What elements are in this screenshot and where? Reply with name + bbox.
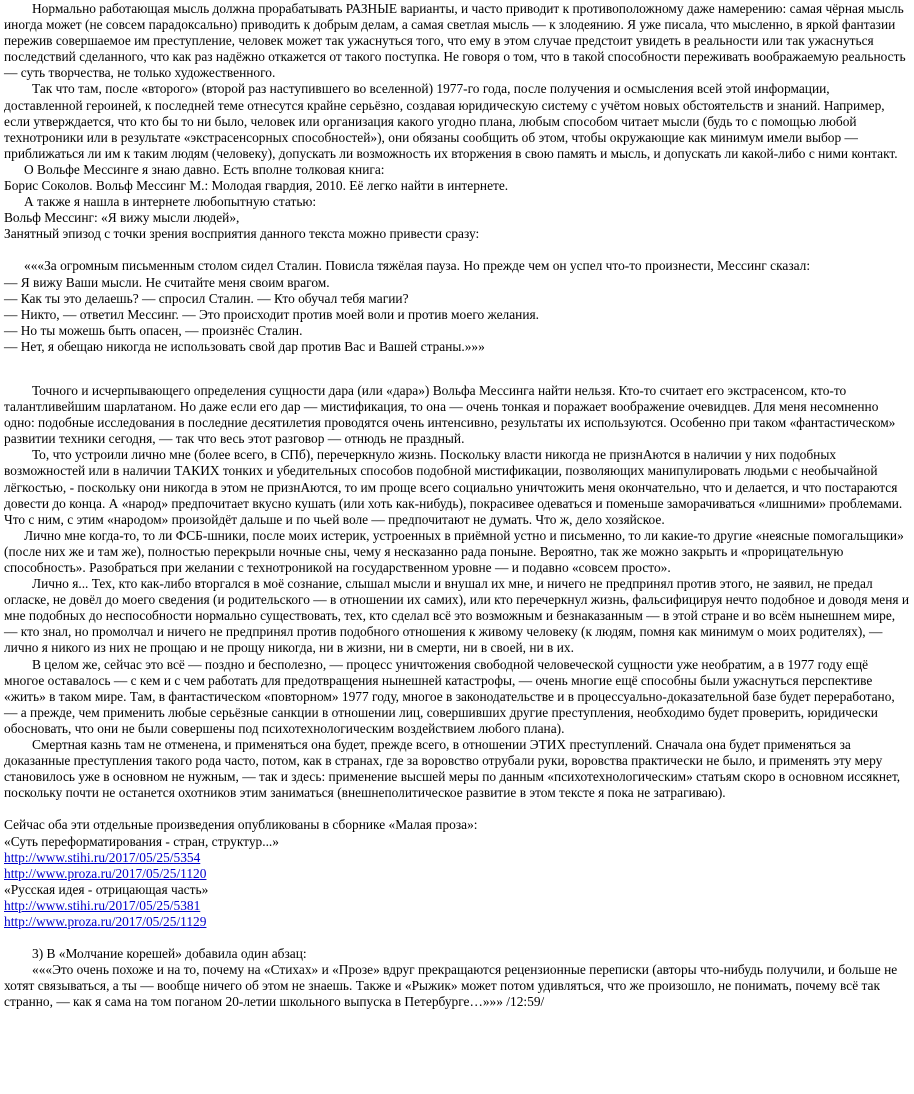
quote-line: — Никто, — ответил Мессинг. — Это происходит против моей воли и против моего желания.	[4, 306, 540, 322]
paragraph: Смертная казнь там не отменена, и применяться она будет, прежде всего, в отношении ЭТИХ преступлений. Сначала она будет применяться за доказанные преступления такого рода часто, потом, как в странах, где за воровство отрубали руки, воровства практически не было, и применять эту меру становилось уже в основном не нужным, — так и здесь: применение высшей меры по данным «психотехнологическим» статьям скоро в основном иссякнет, поскольку почти не останется охотников этим заниматься (внешнеполитическое развитие в этом тексте я пока не затрагиваю).	[4, 737, 901, 801]
proza-link[interactable]: http://www.proza.ru/2017/05/25/1129	[4, 913, 207, 929]
work-title: «Русская идея - отрицающая часть»	[4, 881, 209, 897]
work-title: «Суть переформатирования - стран, структур...»	[4, 833, 279, 849]
quote-line: — Но ты можешь быть опасен, — произнёс Сталин.	[4, 322, 303, 338]
paragraph: Лично я... Тех, кто как-либо вторгался в моё сознание, слышал мысли и внушал их мне, и ничего не предпринял против этого, не заявил, не предал огласке, не довёл до моего сведения (и родительского — в отношении их самих), или кто перечеркнул жизнь, фальсифицируя нечто подобное и доводя меня и мне подобных до неспособности нормально существовать, тех, кто сделал всё это возможным и безнаказанным — в этой стране и во всём нынешнем мире, — кто знал, но промолчал и ничего не предпринял против подобного отношения к живому человеку (к людям, помня как минимум о моих родителях), — лично я никого из них не прощаю и не прощу никогда, ни в жизни, ни в смерти, ни в своей, ни в их.	[4, 576, 910, 656]
quote-line: — Нет, я обещаю никогда не использовать свой дар против Вас и Вашей страны.»»»	[4, 338, 485, 354]
spacer	[4, 801, 910, 817]
episode-intro: Занятный эпизод с точки зрения восприятия данного текста можно привести сразу:	[4, 226, 480, 242]
paragraph: А также я нашла в интернете любопытную статью:	[24, 194, 317, 210]
book-reference: Борис Соколов. Вольф Мессинг М.: Молодая гвардия, 2010. Её легко найти в интернете.	[4, 178, 509, 194]
article-title: Вольф Мессинг: «Я вижу мысли людей»,	[4, 210, 240, 226]
paragraph: Так что там, после «второго» (второй раз наступившего во вселенной) 1977-го года, после получения и осмысления всей этой информации, доставленной героиней, к последней теме отнесутся крайне серьёзно, создавая юридическую систему с учётом новых обстоятельств и знаний. Например, если утверждается, что кто бы то ни было, человек или организация какого угодно плана, любым способом читает мысли (будь то с помощью любой технотроники или в результате «экстрасенсорных способностей»), они обязаны сообщить об этом, чтобы окружающие как минимум имели выбор — приближаться ли им к таким людям (человеку), допускать ли возможность их вторжения в свою память и мысль, и допускать ли какой-либо с ними контакт.	[4, 81, 898, 161]
item-text: «««Это очень похоже и на то, почему на «Стихах» и «Прозе» вдруг прекращаются рецензионные переписки (авторы что-нибудь получили, и больше не хотят связываться, а ты — вообще ничего об этом не знаешь. Также и «Рыжик» может потом удивляться, что же произошло, не понимать, почему всё так странно, — как я сама на том поганом 20-летии школьного выпуска в Петербурге…»»» /12:59/	[4, 962, 898, 1010]
spacer	[4, 930, 910, 946]
item-heading: 3) В «Молчание корешей» добавила один абзац:	[32, 946, 307, 962]
paragraph: В целом же, сейчас это всё — поздно и бесполезно, — процесс уничтожения свободной человеческой сущности уже необратим, а в 1977 году ещё многое оставалось — с кем и с чем работать для предотвращения нынешней катастрофы, — очень многие ещё способны были ужаснуться перспективе «жить» в таком мире. Там, в фантастическом «повторном» 1977 году, многое в законодательстве и в процессуально-доказательной базе будет переработано, — а прежде, чем применить любые серьёзные санкции в отношении лиц, совершивших другие преступления, необходимо будет проверить, юридически обосновать, что они не были совершены под психотехнологическим воздействием любого плана).	[4, 656, 895, 736]
quote-line: — Как ты это делаешь? — спросил Сталин. — Кто обучал тебя магии?	[4, 290, 409, 306]
paragraph: То, что устроили лично мне (более всего, в СПб), перечеркнуло жизнь. Поскольку власти никогда не признАются в наличии у них подобных возможностей или в наличии ТАКИХ тонких и убедительных способов подобной мистификации, позволяющих манипулировать людьми с необычайной лёгкостью, - поскольку они никогда в этом не признАются, то им проще всего социально уничтожить меня окончательно, что и делается, и что постараются довести до конца. А «народ» предпочитает вкусно кушать (или хоть как-нибудь), покрасивее одеваться и поменьше заморачиваться «лишними» проблемами. Что с ним, с этим «народом» произойдёт дальше и по чьей воле — предпочитают не думать. Что ж, дело хозяйское.	[4, 447, 903, 527]
stihi-link[interactable]: http://www.stihi.ru/2017/05/25/5381	[4, 897, 201, 913]
paragraph: Нормально работающая мысль должна прорабатывать РАЗНЫЕ варианты, и часто приводит к противоположному даже намерению: самая чёрная мысль иногда может (не совсем парадоксально) приводить к добрым делам, а самая светлая мысль — к злодеянию. Я уже писала, что мысленно, в яркой фантазии пережив совершаемое им преступление, человек может так ужаснуться того, что ему в этом случае предстоит увидеть в реальности или так ужаснуться последствий сделанного, что как раз надёжно откажется от такого поступка. Не говоря о том, что в такой способности переживать воображаемую реальность — суть творчества, не только художественного.	[4, 1, 906, 81]
proza-link[interactable]: http://www.proza.ru/2017/05/25/1120	[4, 865, 207, 881]
published-intro: Сейчас оба эти отдельные произведения опубликованы в сборнике «Малая проза»:	[4, 817, 478, 833]
spacer	[4, 242, 910, 258]
spacer	[4, 355, 910, 383]
paragraph: О Вольфе Мессинге я знаю давно. Есть вполне толковая книга:	[24, 161, 385, 177]
stihi-link[interactable]: http://www.stihi.ru/2017/05/25/5354	[4, 849, 201, 865]
quote-line: «««За огромным письменным столом сидел Сталин. Повисла тяжёлая пауза. Но прежде чем он успел что-то произнести, Мессинг сказал:	[24, 258, 811, 274]
paragraph: Точного и исчерпывающего определения сущности дара (или «дара») Вольфа Мессинга найти нельзя. Кто-то считает его экстрасенсом, кто-то талантливейшим шарлатаном. Но даже если его дар — мистификация, то она — очень тонкая и поражает воображение очевидцев. Для меня несомненно одно: подобные исследования в последние десятилетия проводятся очень интенсивно, результаты их используются. Особенно при таком «фантастическом» развитии техники сегодня, — так что весь этот разговор — отнюдь не праздный.	[4, 382, 896, 447]
paragraph: Лично мне когда-то, то ли ФСБ-шники, после моих истерик, устроенных в приёмной устно и письменно, то ли какие-то другие «неясные помогальщики» (после них же и там же), полностью перекрыли ночные сны, чему я несказанно рада поныне. Вероятно, так же можно закрыть и «прорицательную способность». Разобраться при желании с технотроникой на государственном уровне — и подавно «совсем просто».	[4, 527, 904, 575]
quote-line: — Я вижу Ваши мысли. Не считайте меня своим врагом.	[4, 274, 330, 290]
